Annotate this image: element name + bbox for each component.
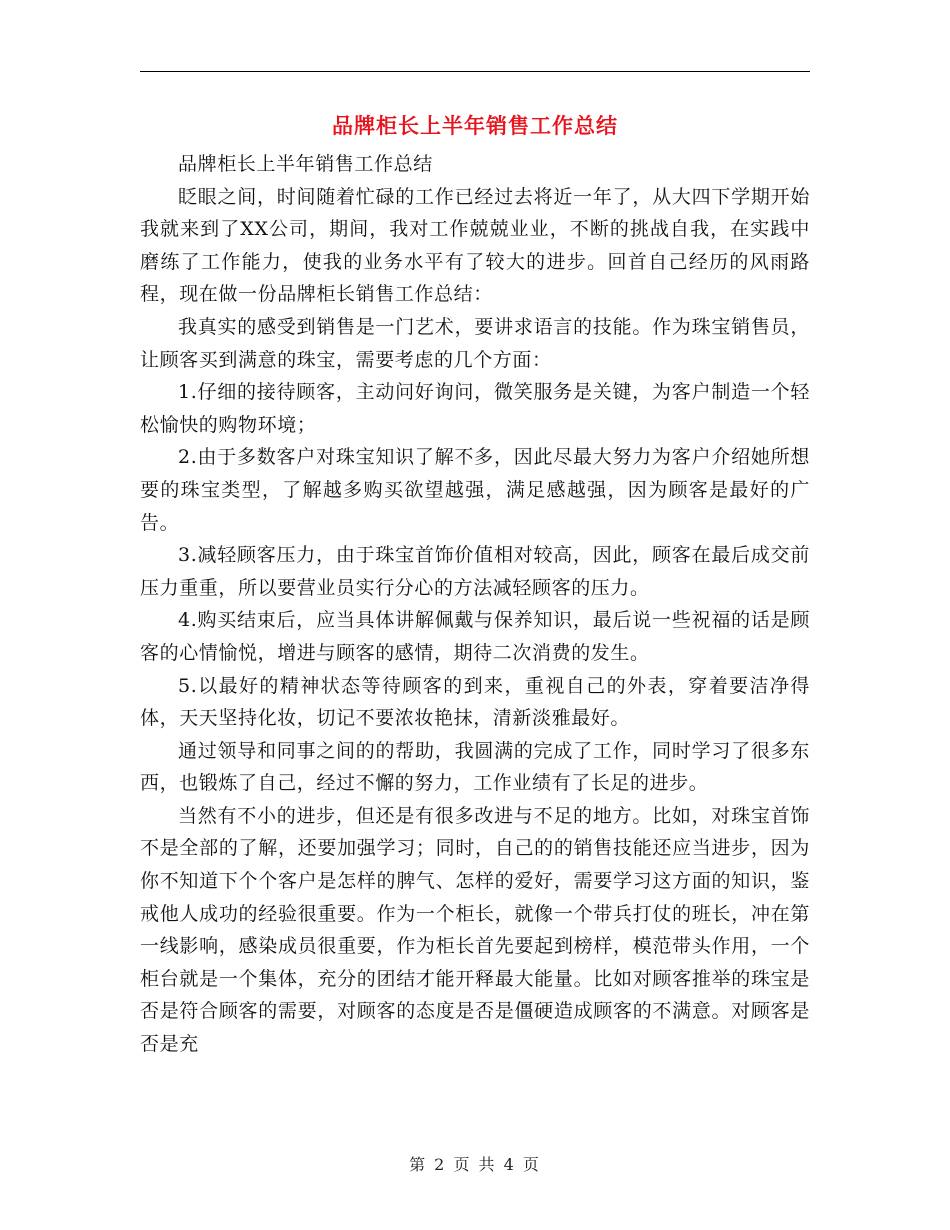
paragraph-point-4: 4.购买结束后，应当具体讲解佩戴与保养知识，最后说一些祝福的话是顾客的心情愉悦，增进与顾客的感情，期待二次消费的发生。 [140,609,810,664]
paragraph-point-1: 1.仔细的接待顾客，主动问好询问，微笑服务是关键，为客户制造一个轻松愉快的购物环境； [140,381,810,436]
paragraph-point-5: 5.以最好的精神状态等待顾客的到来，重视自己的外表，穿着要洁净得体，天天坚持化妆，切记不要浓妆艳抹，清新淡雅最好。 [140,674,810,730]
paragraph-progress: 通过领导和同事之间的的帮助，我圆满的完成了工作，同时学习了很多东西，也锻炼了自己，经过不懈的努力，工作业绩有了长足的进步。 [140,739,810,795]
paragraph-point-3: 3.减轻顾客压力，由于珠宝首饰价值相对较高，因此，顾客在最后成交前压力重重，所以要营业员实行分心的方法减轻顾客的压力。 [140,544,810,599]
page-number-footer: 第 2 页 共 4 页 [409,1155,541,1174]
paragraph-intro: 眨眼之间，时间随着忙碌的工作已经过去将近一年了，从大四下学期开始我就来到了XX公司，期间，我对工作兢兢业业，不断的挑战自我，在实践中磨练了工作能力，使我的业务水平有了较大的进步。回首自己经历的风雨路程，现在做一份品牌柜长销售工作总结： [140,185,810,306]
paragraph-sales-art: 我真实的感受到销售是一门艺术，要讲求语言的技能。作为珠宝销售员，让顾客买到满意的珠宝，需要考虑的几个方面： [140,315,810,371]
paragraph-point-2: 2.由于多数客户对珠宝知识了解不多，因此尽最大努力为客户介绍她所想要的珠宝类型，了解越多购买欲望越强，满足感越强，因为顾客是最好的广告。 [140,446,810,534]
document-body [140,148,810,1061]
paragraph-improvement: 当然有不小的进步，但还是有很多改进与不足的地方。比如，对珠宝首饰不是全部的了解，还要加强学习；同时，自己的的销售技能还应当进步，因为你不知道下个个客户是怎样的脾气、怎样的爱好，需要学习这方面的知识，鉴戒他人成功的经验很重要。作为一个柜长，就像一个带兵打仗的班长，冲在第一线影响，感染成员很重要，作为柜长首先要起到榜样，模范带头作用，一个柜台就是一个集体，充分的团结才能开释最大能量。比如对顾客推举的珠宝是否是符合顾客的需要，对顾客的态度是否是僵硬造成顾客的不满意。对顾客是否是充 [140,804,810,1056]
paragraph-subtitle: 品牌柜长上半年销售工作总结 [178,153,433,175]
header-rule [140,71,810,72]
document-title: 品牌柜长上半年销售工作总结 [332,113,618,138]
